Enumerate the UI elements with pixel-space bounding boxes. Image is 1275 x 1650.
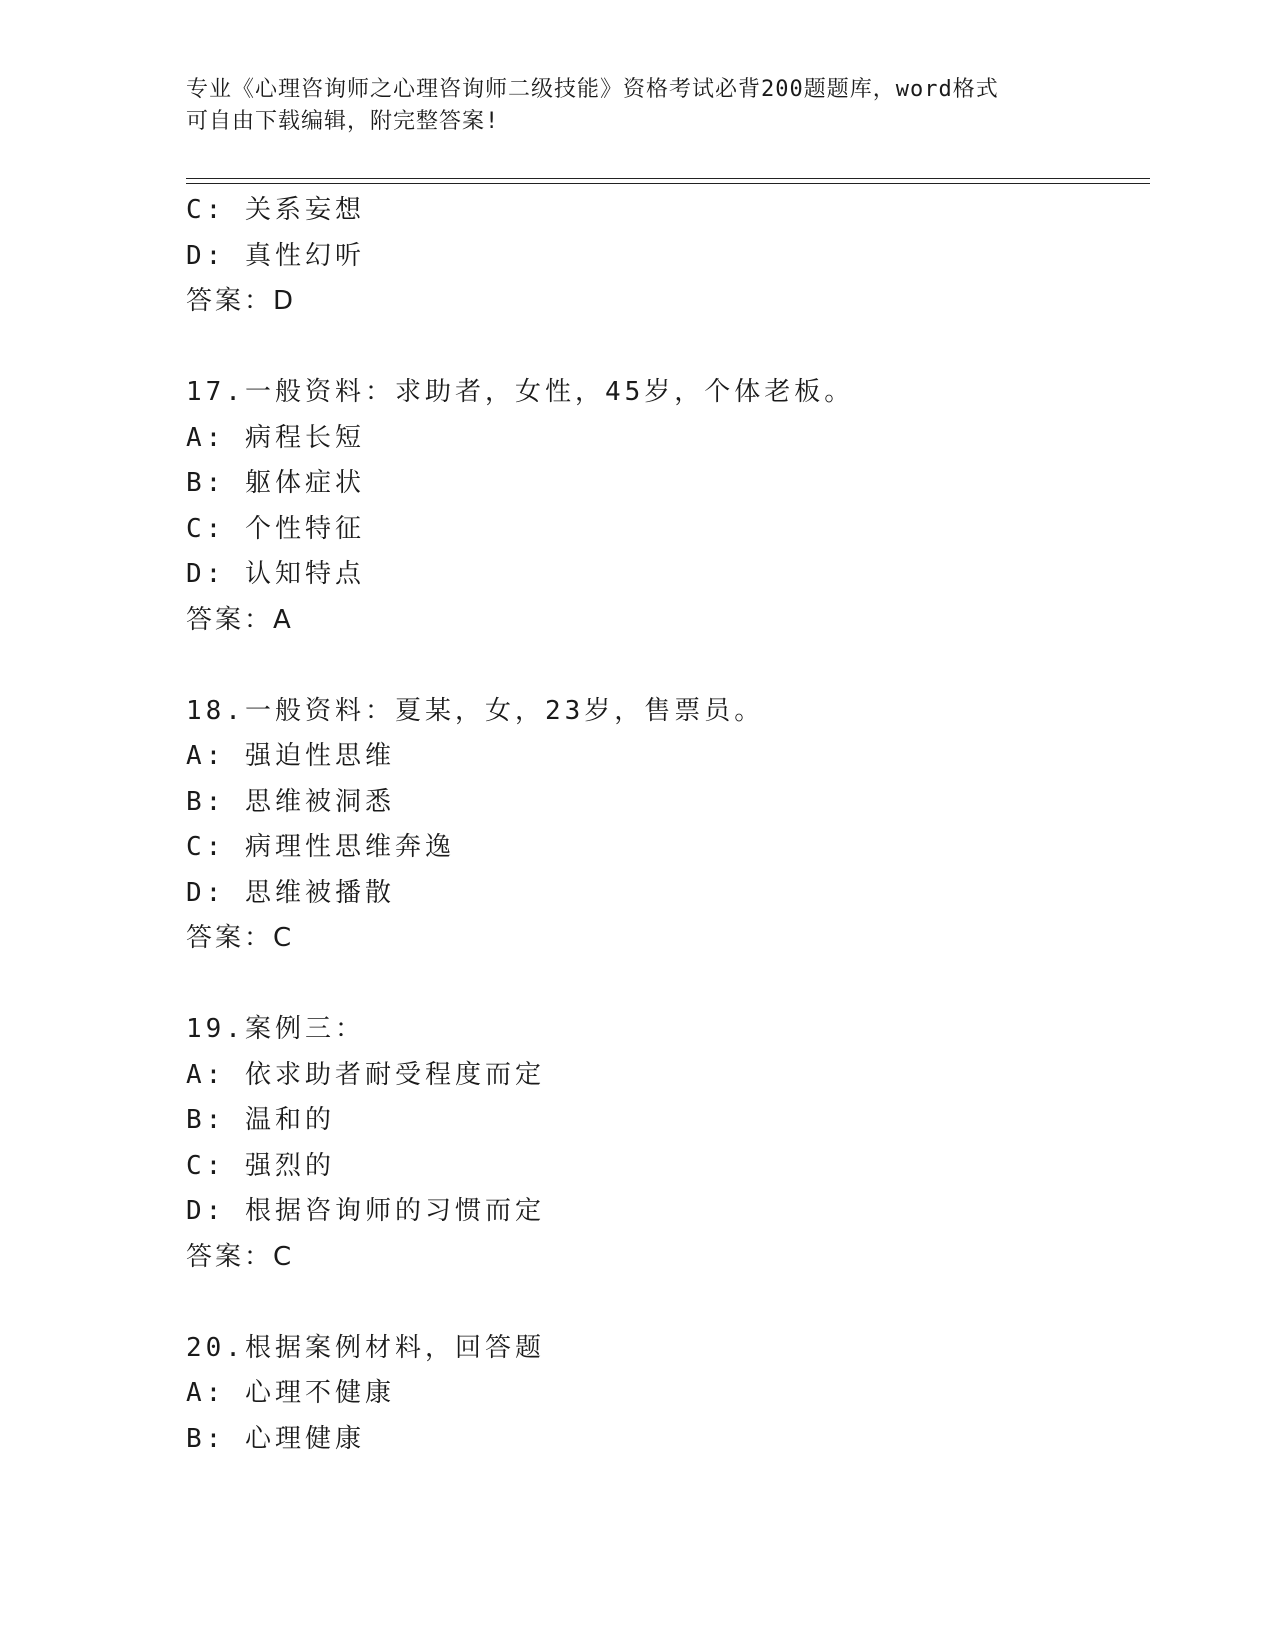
option-line: D: 真性幻听	[186, 240, 365, 271]
option-line: A: 病程长短	[186, 422, 365, 453]
option-line: B: 温和的	[186, 1105, 335, 1135]
option-line: A: 心理不健康	[186, 1378, 395, 1408]
answer-line: 答案：A	[186, 604, 294, 635]
option-line: C: 关系妄想	[186, 195, 365, 225]
option-line: C: 个性特征	[186, 513, 365, 544]
option-line: B: 心理健康	[186, 1423, 365, 1454]
question-list	[186, 188, 1146, 1462]
option-line: C: 强烈的	[186, 1150, 335, 1181]
option-line: D: 根据咨询师的习惯而定	[186, 1196, 545, 1226]
answer-line: 答案：C	[186, 923, 295, 953]
header-line-1: 专业《心理咨询师之心理咨询师二级技能》资格考试必背200题题库，word格式	[186, 77, 999, 102]
option-line: D: 思维被播散	[186, 877, 395, 908]
option-line: A: 强迫性思维	[186, 741, 395, 771]
question-stem: 18.一般资料：夏某，女，23岁，售票员。	[186, 695, 765, 726]
option-line: B: 思维被洞悉	[186, 786, 395, 817]
option-line: A: 依求助者耐受程度而定	[186, 1059, 545, 1090]
option-line: B: 躯体症状	[186, 468, 365, 498]
option-line: C: 病理性思维奔逸	[186, 832, 455, 862]
question-stem: 19.案例三：	[186, 1014, 365, 1044]
spacer	[186, 1280, 1146, 1326]
question-stem: 20.根据案例材料，回答题	[186, 1332, 545, 1363]
header-divider-bottom	[186, 183, 1150, 184]
spacer	[186, 325, 1146, 371]
spacer	[186, 643, 1146, 689]
option-line: D: 认知特点	[186, 559, 365, 589]
answer-line: 答案：C	[186, 1241, 295, 1272]
document-header	[186, 74, 1086, 138]
header-line-2: 可自由下载编辑，附完整答案!	[186, 109, 500, 134]
header-divider-top	[186, 178, 1150, 179]
answer-line: 答案：D	[186, 286, 297, 316]
spacer	[186, 962, 1146, 1008]
question-stem: 17.一般资料：求助者，女性，45岁，个体老板。	[186, 377, 855, 407]
